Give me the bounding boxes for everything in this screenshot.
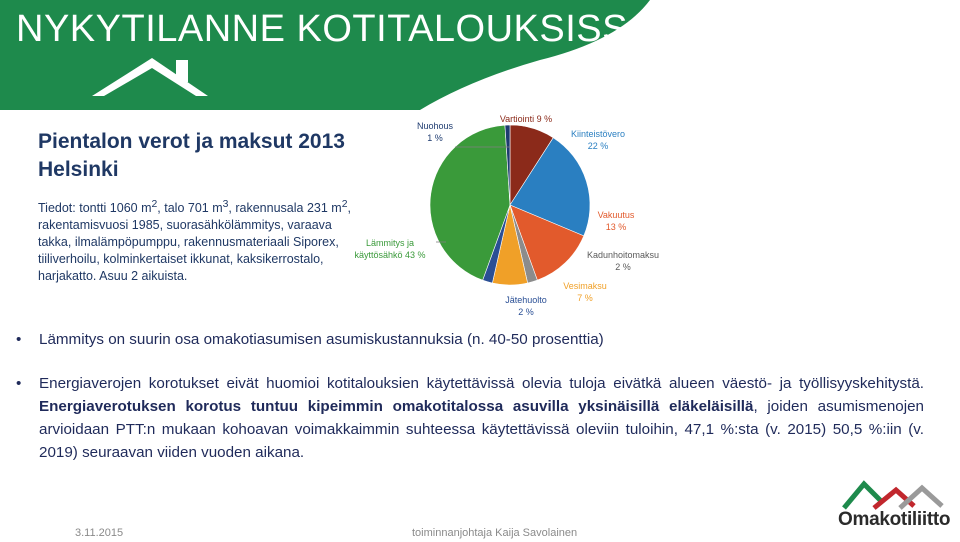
subtitle-line2: Helsinki <box>38 158 119 181</box>
bullet-item <box>14 328 924 351</box>
label-kiinteistovero: Kiinteistövero <box>570 129 626 139</box>
pie-chart <box>340 105 680 325</box>
label-jatehuolto-value: 2 % <box>518 307 534 317</box>
bullet-text-2-bold: Energiaverotuksen korotus tuntuu kipeimmin omakotitalossa asuvilla yksinäisillä eläkeläisillä <box>39 398 754 415</box>
bullet-list <box>14 328 924 464</box>
details-text-1: Tiedot: tontti 1060 m <box>38 201 152 216</box>
bullet-icon: • <box>16 375 22 392</box>
page-title: NYKYTILANNE KOTITALOUKSISSA <box>16 8 654 50</box>
details-text-2: , talo 701 m <box>157 201 223 216</box>
details-text-3: , rakennusala 231 m <box>228 201 342 216</box>
label-kiinteistovero-value: 22 % <box>587 141 609 151</box>
footer-author: toiminnanjohtaja Kaija Savolainen <box>412 527 578 539</box>
bullet-text-1: Lämmitys on suurin osa omakotiasumisen asumiskustannuksia (n. 40-50 prosenttia) <box>39 331 604 348</box>
details-sup-1: 2 <box>151 199 158 210</box>
details-text-4: , rakentamisvuosi 1985, suorasähkölämmitys, varaava takka, ilmalämpöpumppu, rakennusmateriaali Siporex, tiiliverhoilu, kolminkertaiset ikkunat, kaksikerrostalo, harjakatto. Asuu 2 aikuista. <box>38 201 351 284</box>
label-kadunhoitomaksu: Kadunhoitomaksu <box>586 250 660 260</box>
subtitle-line1: Pientalon verot ja maksut 2013 <box>38 130 345 153</box>
bullet-item <box>14 372 924 464</box>
label-vakuutus-value: 13 % <box>605 222 627 232</box>
bullet-icon: • <box>16 331 22 348</box>
footer-date: 3.11.2015 <box>75 527 124 539</box>
label-vesimaksu: Vesimaksu <box>563 281 607 291</box>
house-details <box>38 196 358 285</box>
label-vakuutus: Vakuutus <box>597 210 635 220</box>
details-sup-3: 2 <box>341 199 348 210</box>
label-nuohous-value: 1 % <box>427 133 443 143</box>
label-lammitys-value: käyttösähkö 43 % <box>354 250 426 260</box>
omakotiliitto-logo <box>838 478 958 536</box>
bullet-text-2a: Energiaverojen korotukset eivät huomioi kotitalouksien käytettävissä olevia tuloja eivätkä alueen väestö- ja työllisyyskehitystä. <box>39 375 924 392</box>
logo-houses-icon <box>838 478 958 512</box>
label-vartiointi: Vartiointi 9 % <box>499 114 553 124</box>
label-jatehuolto: Jätehuolto <box>505 295 547 305</box>
label-vesimaksu-value: 7 % <box>577 293 593 303</box>
label-nuohous: Nuohous <box>416 121 454 131</box>
label-lammitys: Lämmitys ja <box>365 238 415 248</box>
logo-text: Omakotiliitto <box>838 509 951 530</box>
label-kadunhoitomaksu-value: 2 % <box>615 262 631 272</box>
bullet-text-2b: , joiden asumismenojen arvioidaan PTT:n mukaan kohoavan voimakkaimmin suhteessa käytettävissä oleviin tuloihin, 47,1 %:sta (v. 2015) 50,5 %:iin (v. 2019) seuraavan viiden vuoden aikana. <box>39 398 924 461</box>
chart-subtitle <box>38 128 345 184</box>
details-sup-2: 3 <box>222 199 229 210</box>
